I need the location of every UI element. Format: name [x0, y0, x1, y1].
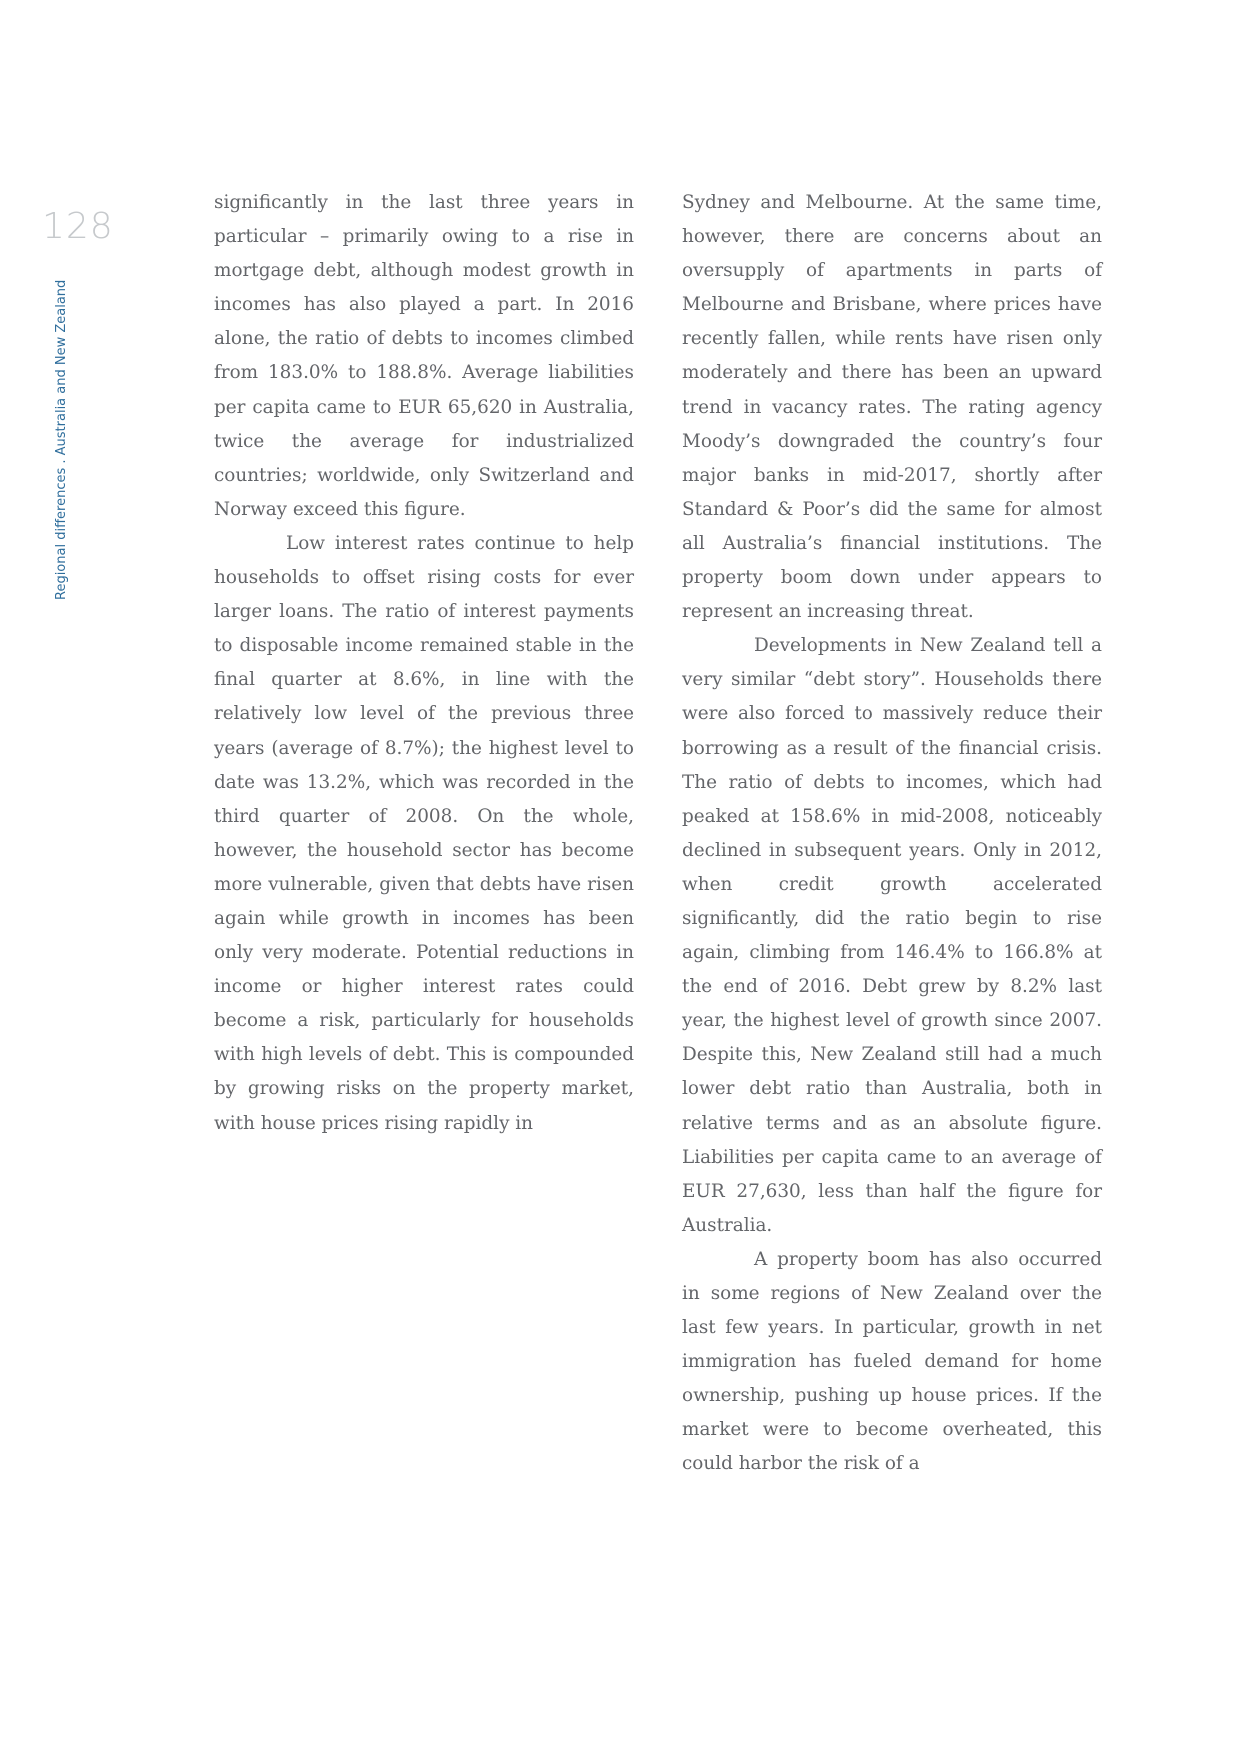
right-paragraph-2: Developments in New Zealand tell a very similar “debt story”. Households there were also forced to massively reduce their borrowing as a result of the financial crisis. The ratio of debts to incomes, which had peaked at 158.6% in mid-2008, noticeably declined in subsequent years. Only in 2012, when credit growth accelerated significantly, did the ratio begin to rise again, climbing from 146.4% to 166.8% at the end of 2016. Debt grew by 8.2% last year, the highest level of growth since 2007. Despite this, New Zealand still had a much lower debt ratio than Australia, both in relative terms and as an absolute figure. Liabilities per capita came to an average of EUR 27,630, less than half the figure for Australia. — [682, 635, 1102, 1236]
right-paragraph-3: A property boom has also occurred in some regions of New Zealand over the last few years. In particular, growth in net immigration has fueled demand for home ownership, pushing up house prices. If the market were to become overheated, this could harbor the risk of a — [682, 1248, 1102, 1475]
running-head: Regional differences . Australia and New Zealand — [54, 279, 69, 600]
page-number: 128 — [42, 206, 114, 247]
left-paragraph-1: significantly in the last three years in particular – primarily owing to a rise in mortgage debt, although modest growth in incomes has also played a part. In 2016 alone, the ratio of debts to incomes climbed from 183.0% to 188.8%. Average liabilities per capita came to EUR 65,620 in Australia, twice the average for industrialized countries; worldwide, only Switzerland and Norway exceed this figure. — [214, 192, 634, 520]
right-column — [682, 186, 1102, 1482]
right-paragraph-1: Sydney and Melbourne. At the same time, however, there are concerns about an oversupply of apartments in parts of Melbourne and Brisbane, where prices have recently fallen, while rents have risen only moderately and there has been an upward trend in vacancy rates. The rating agency Moody’s downgraded the country’s four major banks in mid-2017, shortly after Standard & Poor’s did the same for almost all Australia’s financial institutions. The property boom down under appears to represent an increasing threat. — [682, 192, 1102, 623]
left-paragraph-2: Low interest rates continue to help households to offset rising costs for ever larger loans. The ratio of interest payments to disposable income remained stable in the final quarter at 8.6%, in line with the relatively low level of the previous three years (average of 8.7%); the highest level to date was 13.2%, which was recorded in the third quarter of 2008. On the whole, however, the household sector has become more vulnerable, given that debts have risen again while growth in incomes has been only very moderate. Potential reductions in income or higher interest rates could become a risk, particularly for households with high levels of debt. This is compounded by growing risks on the property market, with house prices rising rapidly in — [214, 532, 634, 1134]
left-column — [214, 186, 634, 1141]
